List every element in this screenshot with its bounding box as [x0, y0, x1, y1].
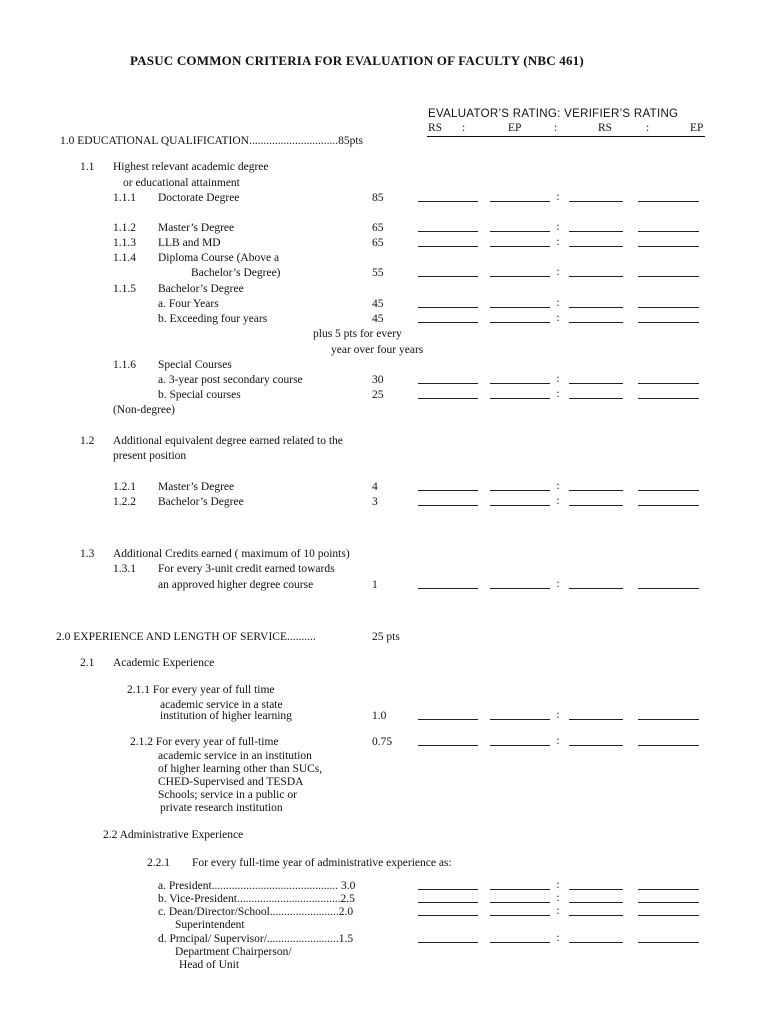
criteria-line: 1.3.1 — [113, 563, 136, 575]
verifier-ep-blank[interactable] — [638, 307, 699, 308]
evaluator-ep-blank[interactable] — [490, 719, 550, 720]
criteria-line: 1.1.5 — [113, 283, 136, 295]
verifier-rs-blank[interactable] — [569, 322, 623, 323]
evaluator-rs-blank[interactable] — [418, 322, 478, 323]
verifier-ep-blank[interactable] — [638, 201, 699, 202]
verifier-ep-blank[interactable] — [638, 915, 699, 916]
criteria-line: Head of Unit — [179, 959, 240, 971]
criteria-line: Superintendent — [175, 919, 245, 931]
verifier-rs-blank[interactable] — [569, 490, 623, 491]
criteria-line: 1.1.1 — [113, 192, 136, 204]
rating-separator: : — [556, 297, 560, 309]
verifier-ep-blank[interactable] — [638, 588, 699, 589]
criteria-line: Schools; service in a public or — [158, 789, 297, 801]
criteria-line: 25 — [372, 389, 384, 401]
criteria-line: b. Special courses — [158, 389, 241, 401]
evaluator-ep-blank[interactable] — [490, 383, 550, 384]
criteria-line: Diploma Course (Above a — [158, 252, 280, 264]
verifier-ep-blank[interactable] — [638, 745, 699, 746]
criteria-line: 85 — [372, 192, 384, 204]
criteria-line: present position — [113, 450, 187, 462]
criteria-line: For every full-time year of administrative experience as: — [192, 857, 452, 869]
criteria-line: year over four years — [331, 344, 424, 356]
evaluator-rs-blank[interactable] — [418, 490, 478, 491]
rating-header-underline — [427, 136, 705, 137]
criteria-line: 2.2.1 — [147, 857, 170, 869]
criteria-line: b. Exceeding four years — [158, 313, 268, 325]
rating-separator: : — [556, 236, 560, 248]
subheader-colon-3: : — [646, 122, 650, 134]
evaluator-ep-blank[interactable] — [490, 902, 550, 903]
rating-subheader — [0, 121, 768, 135]
criteria-line: 0.75 — [372, 736, 393, 748]
verifier-rs-blank[interactable] — [569, 745, 623, 746]
verifier-rs-blank[interactable] — [569, 588, 623, 589]
evaluator-ep-blank[interactable] — [490, 398, 550, 399]
verifier-rs-blank[interactable] — [569, 902, 623, 903]
evaluator-ep-blank[interactable] — [490, 588, 550, 589]
subheader-rs-verifier: RS — [598, 122, 613, 134]
criteria-line: 55 — [372, 267, 384, 279]
evaluator-ep-blank[interactable] — [490, 490, 550, 491]
evaluator-rs-blank[interactable] — [418, 307, 478, 308]
evaluator-rs-blank[interactable] — [418, 719, 478, 720]
criteria-line: 1.1.6 — [113, 359, 136, 371]
criteria-line: Highest relevant academic degree — [113, 161, 269, 173]
criteria-line: Doctorate Degree — [158, 192, 240, 204]
evaluator-rs-blank[interactable] — [418, 383, 478, 384]
verifier-rs-blank[interactable] — [569, 246, 623, 247]
verifier-rs-blank[interactable] — [569, 915, 623, 916]
criteria-line: Master’s Degree — [158, 481, 235, 493]
criteria-line: 1.3 — [80, 548, 95, 560]
criteria-line: 2.1.1 For every year of full time — [127, 684, 275, 696]
criteria-line: Additional equivalent degree earned related to the — [113, 435, 343, 447]
criteria-line: Master’s Degree — [158, 222, 235, 234]
criteria-line: CHED-Supervised and TESDA — [158, 776, 304, 788]
verifier-rs-blank[interactable] — [569, 231, 623, 232]
rating-separator: : — [556, 892, 560, 904]
criteria-line: d. Prncipal/ Supervisor/.........................1.5 — [158, 933, 354, 945]
verifier-ep-blank[interactable] — [638, 246, 699, 247]
verifier-rs-blank[interactable] — [569, 398, 623, 399]
verifier-ep-blank[interactable] — [638, 719, 699, 720]
evaluator-ep-blank[interactable] — [490, 246, 550, 247]
evaluator-ep-blank[interactable] — [490, 231, 550, 232]
evaluator-rs-blank[interactable] — [418, 745, 478, 746]
criteria-line: plus 5 pts for every — [313, 328, 402, 340]
evaluator-rs-blank[interactable] — [418, 588, 478, 589]
evaluator-rs-blank[interactable] — [418, 889, 478, 890]
evaluator-rs-blank[interactable] — [418, 942, 478, 943]
rating-separator: : — [556, 735, 560, 747]
rating-header: EVALUATOR’S RATING: VERIFIER’S RATING — [428, 108, 679, 120]
rating-separator: : — [556, 191, 560, 203]
rating-separator: : — [556, 709, 560, 721]
evaluator-rs-blank[interactable] — [418, 276, 478, 277]
criteria-line: Additional Credits earned ( maximum of 10 points) — [113, 548, 350, 560]
criteria-line: 2.1.2 For every year of full-time — [130, 736, 279, 748]
verifier-rs-blank[interactable] — [569, 383, 623, 384]
criteria-line: LLB and MD — [158, 237, 221, 249]
criteria-line: Special Courses — [158, 359, 232, 371]
criteria-line: a. Four Years — [158, 298, 219, 310]
rating-separator: : — [556, 578, 560, 590]
rating-separator: : — [556, 495, 560, 507]
criteria-line: 1.1.3 — [113, 237, 136, 249]
evaluator-rs-blank[interactable] — [418, 201, 478, 202]
criteria-line: 1.1 — [80, 161, 95, 173]
rating-separator: : — [556, 312, 560, 324]
criteria-line: academic service in a state — [160, 699, 283, 711]
verifier-ep-blank[interactable] — [638, 942, 699, 943]
verifier-ep-blank[interactable] — [638, 398, 699, 399]
evaluator-ep-blank[interactable] — [490, 201, 550, 202]
criteria-line: 1 — [372, 579, 378, 591]
criteria-line: Bachelor’s Degree — [158, 283, 244, 295]
criteria-line: 1.2.1 — [113, 481, 136, 493]
page-title: PASUC COMMON CRITERIA FOR EVALUATION OF FACULTY (NBC 461) — [130, 53, 584, 68]
criteria-line: Academic Experience — [113, 657, 215, 669]
criteria-line: 1.0 — [372, 710, 387, 722]
verifier-ep-blank[interactable] — [638, 231, 699, 232]
verifier-ep-blank[interactable] — [638, 490, 699, 491]
criteria-line: or educational attainment — [123, 177, 240, 189]
rating-separator: : — [556, 879, 560, 891]
criteria-line: 1.0 EDUCATIONAL QUALIFICATION...............................85pts — [60, 135, 364, 147]
evaluator-rs-blank[interactable] — [418, 505, 478, 506]
evaluator-ep-blank[interactable] — [490, 889, 550, 890]
criteria-line: an approved higher degree course — [158, 579, 314, 591]
criteria-line: Bachelor’s Degree — [158, 496, 244, 508]
verifier-rs-blank[interactable] — [569, 307, 623, 308]
criteria-line: 65 — [372, 222, 384, 234]
criteria-line: private research institution — [160, 802, 283, 814]
criteria-line: 2.1 — [80, 657, 95, 669]
evaluator-rs-blank[interactable] — [418, 398, 478, 399]
criteria-line: 1.2.2 — [113, 496, 136, 508]
evaluator-rs-blank[interactable] — [418, 246, 478, 247]
subheader-colon-1: : — [462, 122, 466, 134]
rating-separator: : — [556, 266, 560, 278]
criteria-line: 45 — [372, 298, 384, 310]
evaluator-ep-blank[interactable] — [490, 307, 550, 308]
criteria-line: 45 — [372, 313, 384, 325]
subheader-ep-verifier: EP — [690, 122, 704, 134]
rating-separator: : — [556, 932, 560, 944]
evaluator-ep-blank[interactable] — [490, 942, 550, 943]
verifier-rs-blank[interactable] — [569, 889, 623, 890]
criteria-line: 3 — [372, 496, 378, 508]
criteria-line: a. 3-year post secondary course — [158, 374, 303, 386]
criteria-line: institution of higher learning — [160, 710, 292, 722]
criteria-line: Department Chairperson/ — [175, 946, 292, 958]
rating-separator: : — [556, 373, 560, 385]
criteria-line: 30 — [372, 374, 384, 386]
subheader-ep-evaluator: EP — [508, 122, 522, 134]
criteria-line: 65 — [372, 237, 384, 249]
evaluator-ep-blank[interactable] — [490, 276, 550, 277]
verifier-rs-blank[interactable] — [569, 942, 623, 943]
subheader-rs-evaluator: RS — [428, 122, 443, 134]
verifier-rs-blank[interactable] — [569, 719, 623, 720]
rating-separator: : — [556, 480, 560, 492]
criteria-line: of higher learning other than SUCs, — [158, 763, 323, 775]
subheader-colon-2: : — [554, 122, 558, 134]
criteria-line: a. President............................................ 3.0 — [158, 880, 356, 892]
verifier-rs-blank[interactable] — [569, 505, 623, 506]
criteria-line: (Non-degree) — [113, 404, 175, 416]
criteria-line: 4 — [372, 481, 378, 493]
criteria-line: For every 3-unit credit earned towards — [158, 563, 335, 575]
verifier-ep-blank[interactable] — [638, 505, 699, 506]
rating-separator: : — [556, 221, 560, 233]
verifier-rs-blank[interactable] — [569, 201, 623, 202]
criteria-line: 2.2 Administrative Experience — [103, 829, 244, 841]
criteria-line: academic service in an institution — [158, 750, 312, 762]
criteria-line: c. Dean/Director/School........................2.0 — [158, 906, 354, 918]
verifier-ep-blank[interactable] — [638, 383, 699, 384]
evaluator-rs-blank[interactable] — [418, 902, 478, 903]
evaluator-ep-blank[interactable] — [490, 505, 550, 506]
criteria-line: 1.1.4 — [113, 252, 136, 264]
rating-separator: : — [556, 905, 560, 917]
verifier-ep-blank[interactable] — [638, 889, 699, 890]
criteria-line: Bachelor’s Degree) — [191, 267, 281, 279]
evaluator-rs-blank[interactable] — [418, 915, 478, 916]
evaluator-ep-blank[interactable] — [490, 745, 550, 746]
criteria-line: 25 pts — [372, 631, 400, 643]
evaluator-ep-blank[interactable] — [490, 915, 550, 916]
criteria-line: 1.2 — [80, 435, 95, 447]
evaluator-rs-blank[interactable] — [418, 231, 478, 232]
verifier-ep-blank[interactable] — [638, 902, 699, 903]
verifier-ep-blank[interactable] — [638, 322, 699, 323]
rating-separator: : — [556, 388, 560, 400]
criteria-line: 1.1.2 — [113, 222, 136, 234]
criteria-line: b. Vice-President....................................2.5 — [158, 893, 355, 905]
evaluator-ep-blank[interactable] — [490, 322, 550, 323]
criteria-line: 2.0 EXPERIENCE AND LENGTH OF SERVICE.......... — [56, 631, 316, 643]
verifier-ep-blank[interactable] — [638, 276, 699, 277]
verifier-rs-blank[interactable] — [569, 276, 623, 277]
